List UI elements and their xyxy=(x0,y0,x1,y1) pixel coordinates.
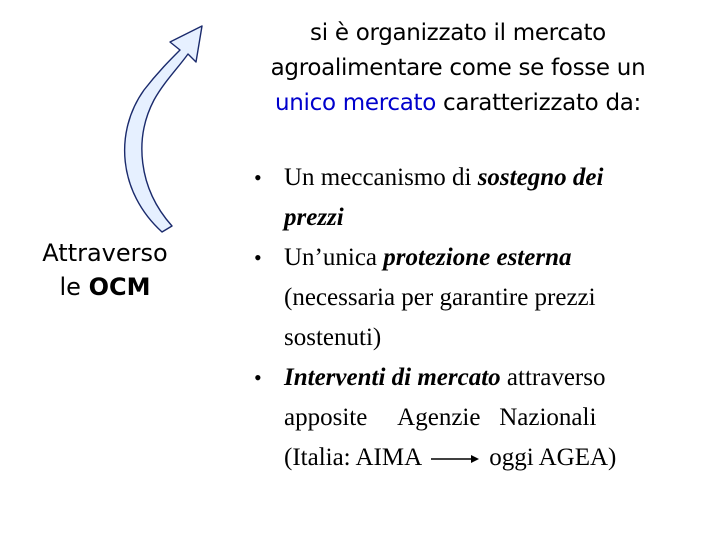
heading xyxy=(232,16,684,121)
bullet-2-emphasis: protezione esterna xyxy=(383,244,572,271)
bullet-1-text: Un meccanismo di xyxy=(284,164,478,191)
bullet-1-emphasis-2: prezzi xyxy=(284,204,344,231)
bullet-3-text-2: apposite Agenzie Nazionali xyxy=(284,404,597,431)
bullet-2-text-3: sostenuti) xyxy=(284,324,382,351)
heading-line-2: agroalimentare come se fosse un xyxy=(270,55,646,81)
curved-arrow-up-right-icon xyxy=(100,20,210,235)
list-item xyxy=(252,358,682,478)
bullet-1-emphasis: sostegno dei xyxy=(477,164,604,191)
bullet-2-text: Un’unica xyxy=(284,244,384,271)
bullet-list xyxy=(252,158,682,478)
list-item xyxy=(252,238,682,358)
bullet-dot-icon: • xyxy=(254,165,262,190)
heading-line-1: si è organizzato il mercato xyxy=(310,20,606,46)
heading-line-3-rest: caratterizzato da: xyxy=(435,90,642,116)
bullet-2-text-2: (necessaria per garantire prezzi xyxy=(284,284,596,311)
heading-accent: unico mercato xyxy=(274,90,436,116)
side-label-line-1: Attraverso xyxy=(42,239,168,267)
side-label-ocm: OCM xyxy=(88,273,151,301)
side-label-line-2 xyxy=(12,270,198,304)
heading-line-3 xyxy=(232,86,684,121)
bullet-dot-icon: • xyxy=(254,245,262,270)
side-label xyxy=(12,236,198,304)
bullet-3-text: attraverso xyxy=(500,364,606,391)
list-item xyxy=(252,158,682,238)
bullet-3-text-3: (Italia: AIMA xyxy=(284,444,421,471)
arrow-right-icon xyxy=(427,453,483,465)
side-label-prefix: le xyxy=(59,273,89,301)
bullet-dot-icon: • xyxy=(254,365,262,390)
bullet-3-emphasis: Interventi di mercato xyxy=(284,364,501,391)
bullet-3-text-4: oggi AGEA) xyxy=(489,444,617,471)
